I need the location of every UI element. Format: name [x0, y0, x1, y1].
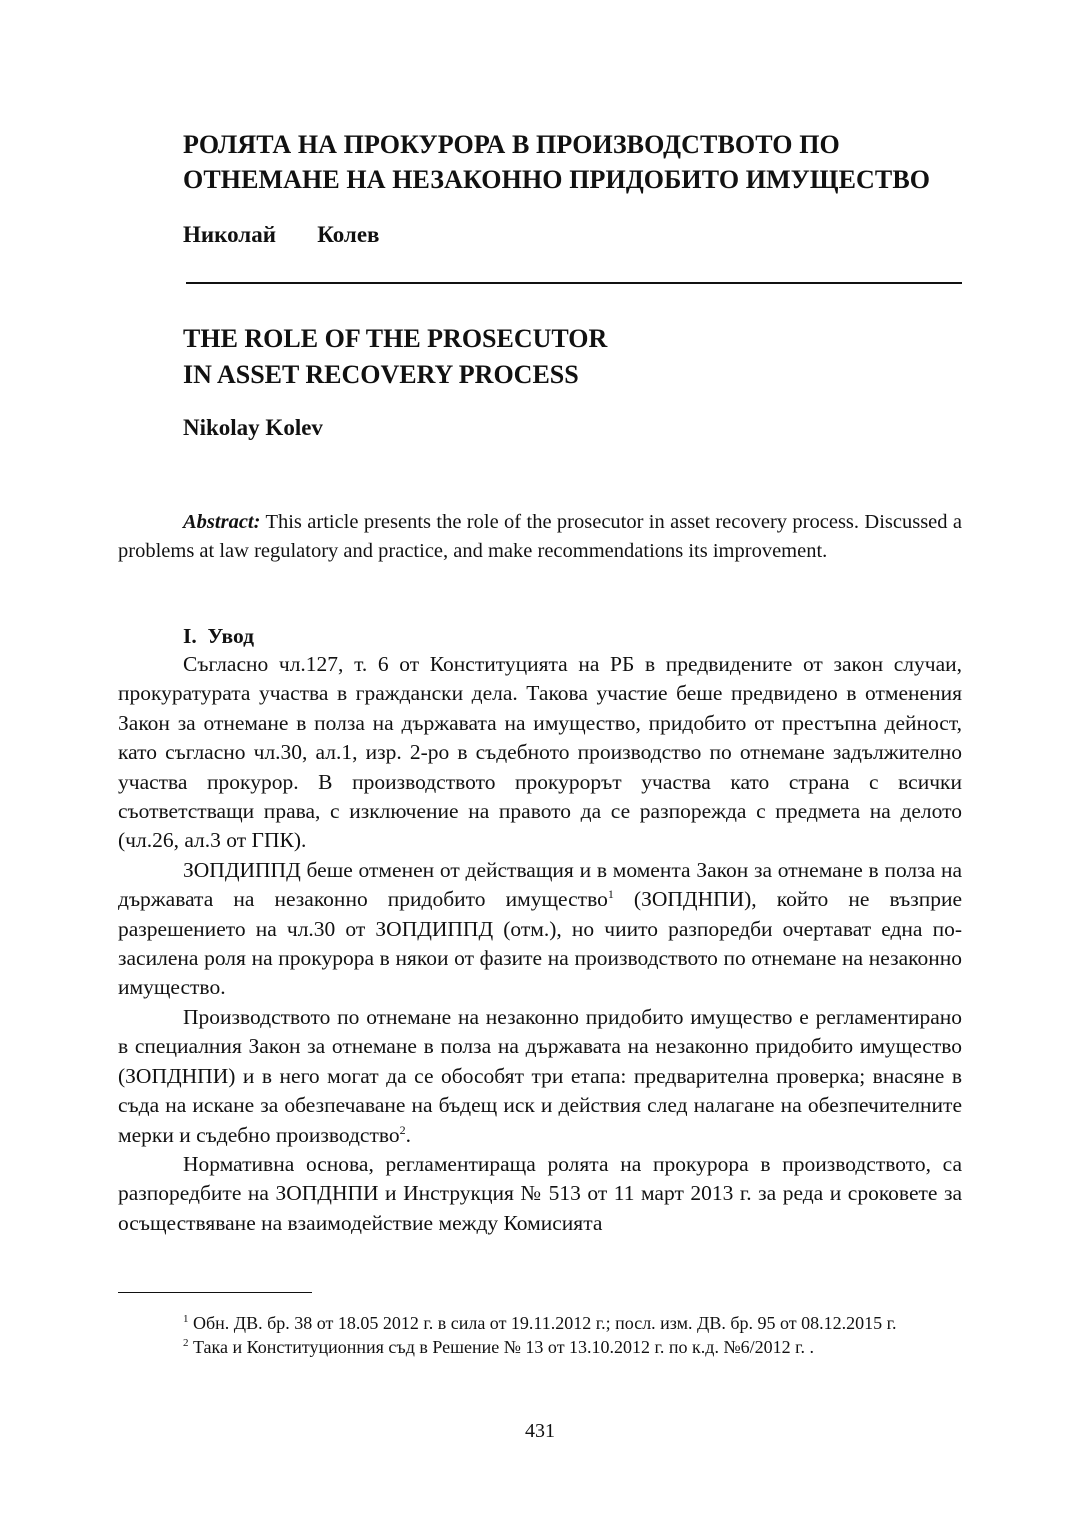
abstract	[118, 508, 962, 566]
abstract-label: Abstract:	[183, 511, 261, 533]
footnote-2-number: 2	[183, 1337, 189, 1349]
author-name-english: Nikolay Kolev	[183, 415, 323, 440]
title-separator-rule	[186, 282, 962, 284]
paragraph-2-text-a: ЗОПДИППД беше отменен от действащия и в момента Закон за отнемане в полза на държавата на незаконно придобито имущество	[118, 857, 962, 912]
footnote-1-number: 1	[183, 1313, 189, 1325]
title-en-line-2: IN ASSET RECOVERY PROCESS	[183, 360, 579, 389]
body-paragraph-3	[118, 1003, 962, 1150]
footnote-1	[118, 1311, 962, 1335]
title-en-line-1: THE ROLE OF THE PROSECUTOR	[183, 324, 608, 353]
title-bg-line-1: РОЛЯТА НА ПРОКУРОРА В ПРОИЗВОДСТВОТО ПО	[183, 130, 840, 159]
abstract-text: This article presents the role of the prosecutor in asset recovery process. Discussed a problems at law regulatory and practice, and make recommendations its improvement.	[118, 511, 962, 562]
footnote-2	[118, 1335, 962, 1359]
footnotes	[118, 1311, 962, 1359]
paragraph-2-text-b: (ЗОПДНПИ), който не възприе разрешението на чл.30 от ЗОПДИППД (отм.), но чиито разпоредби очертават една по-засилена роля на прокурора в някои от фазите на производството по отнемане на незаконно имущество.	[118, 887, 962, 1000]
main-body	[118, 650, 962, 1238]
body-paragraph-1: Съгласно чл.127, т. 6 от Конституцията на РБ в предвидените от закон случаи, прокуратурата участва в граждански дела. Такова участие беше предвидено в отменения Закон за отнемане в полза на държавата на имущество, придобито от престъпна дейност, като съгласно чл.30, ал.1, изр. 2-ро в съдебното производство по отнемане задължително участва прокурор. В производството прокурорът участва като страна с всички съответстващи права, с изключение на правото да се разпорежда с предмета на делото (чл.26, ал.3 от ГПК).	[118, 652, 962, 853]
title-bg-line-2: ОТНЕМАНЕ НА НЕЗАКОННО ПРИДОБИТО ИМУЩЕСТВО	[183, 165, 931, 194]
body-paragraph-2	[118, 856, 962, 1003]
article-title-bulgarian	[183, 127, 983, 197]
footnote-ref-2: 2	[399, 1122, 406, 1137]
footnote-separator-rule	[118, 1292, 312, 1293]
paragraph-3-text-b: .	[405, 1122, 411, 1147]
article-title-english	[183, 321, 983, 393]
section-heading: I. Увод	[183, 624, 254, 648]
author-name-bulgarian: Николай Колев	[183, 222, 380, 247]
abstract-paragraph	[118, 508, 962, 566]
footnote-ref-1: 1	[607, 887, 614, 902]
footnote-1-text: Обн. ДВ. бр. 38 от 18.05 2012 г. в сила от 19.11.2012 г.; посл. изм. ДВ. бр. 95 от 08.12.2015 г.	[188, 1313, 897, 1333]
body-paragraph-4: Нормативна основа, регламентираща ролята на прокурора в производството, са разпоредбите на ЗОПДНПИ и Инструкция № 513 от 11 март 2013 г. за реда и сроковете за осъществяване на взаимодействие между Комисията	[118, 1151, 962, 1235]
paragraph-3-text-a: Производството по отнемане на незаконно придобито имущество е регламентирано в специалния Закон за отнемане в полза на държавата на незаконно придобито имущество (ЗОПДНПИ) и в него могат да се обособят три етапа: предварителна проверка; внасяне в съда на искане за обезпечаване на бъдещ иск и действия след налагане на обезпечителните мерки и съдебно производство	[118, 1004, 962, 1147]
footnote-2-text: Така и Конституционния съд в Решение № 13 от 13.10.2012 г. по к.д. №6/2012 г. .	[188, 1337, 814, 1357]
page-number: 431	[525, 1420, 555, 1442]
